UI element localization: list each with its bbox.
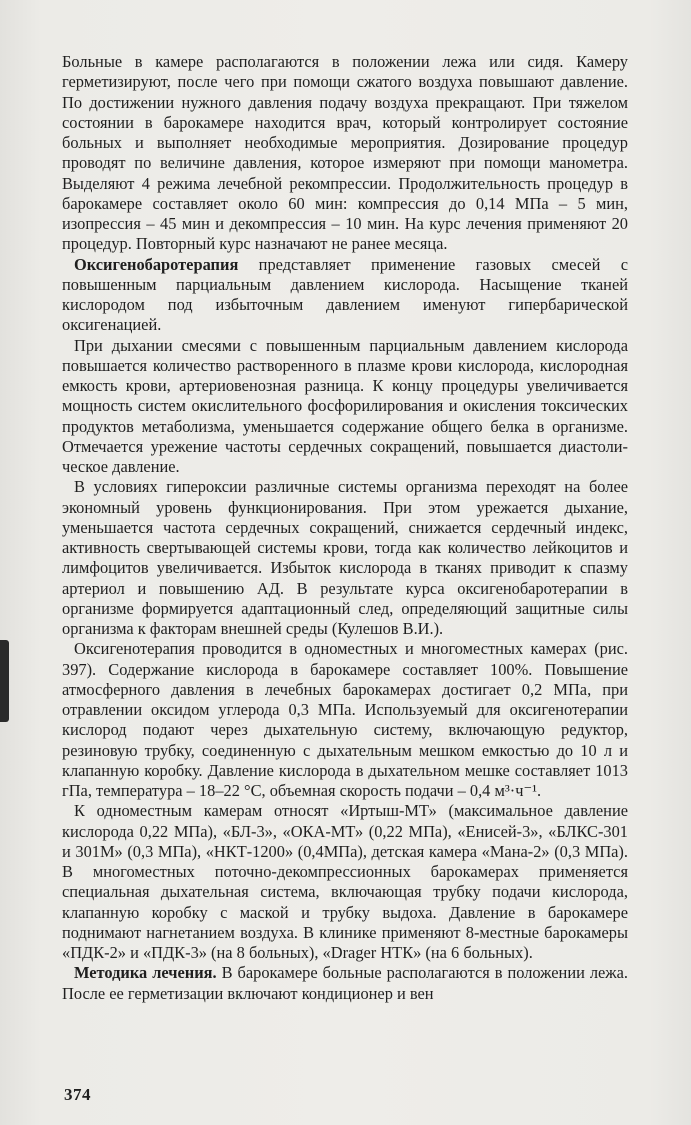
paragraph-2	[62, 255, 628, 336]
paragraph-4-text: В условиях гипероксии различные системы организма переходят на более экономный уровень функционирования. При этом урежается дыхание, уменьшается частота сердечных сокращений, снижается сердечный индекс, активность свертывающей системы крови, тогда как количество лейкоцитов и лимфоцитов увеличивается. Избыток кислорода в тканях приводит к спазму артериол и повышению АД. В результате курса оксигенобаротерапии в организме формируется адаптационный след, определяющий защитные силы организма к факторам внешней среды (Кулешов В.И.).	[62, 477, 628, 638]
paragraph-2-text: представляет применение газовых смесей с повышенным парциальным давлением кислорода. Насыщение тканей кислородом под избыточным давлением именуют гипербарической оксигенацией.	[62, 254, 628, 335]
page-number: 374	[64, 1085, 91, 1104]
binding-clip-mark	[0, 640, 9, 722]
paragraph-6	[62, 801, 628, 963]
heading-treatment-method: Методика лечения.	[74, 963, 217, 983]
paragraph-1	[62, 52, 628, 255]
paragraph-5-text: Оксигенотерапия проводится в одноместных и многоместных камерах (рис. 397). Содержание кислорода в барокамере составляет 100%. Повышение атмосферного давления в лечебных барокамерах достигает 0,2 МПа, при отравлении оксидом углерода 0,3 МПа. Используемый для оксигенотерапии кислород подают через дыхательную систему, включающую редуктор, резиновую трубку, соединенную с дыхательным мешком емкостью до 10 л и клапанную коробку. Давление кислорода в дыхательном мешке составляет 1013 гПа, температура – 18–22 °С, объемная скорость подачи – 0,4 м³·ч⁻¹.	[62, 639, 628, 800]
paragraph-5	[62, 639, 628, 801]
paragraph-1-text: Больные в камере располагаются в положении лежа или сидя. Камеру герметизируют, после чего при помощи сжатого воздуха повышают давление. По достижении нужного давления подачу воздуха прекращают. При тяжелом состоянии в барокамере находится врач, который контролирует состояние больных и выполняет необходимые мероприятия. Дозирование процедур проводят по величине давления, которое измеряют при помощи манометра. Выделяют 4 режима лечебной рекомпрессии. Продолжительность процедур в барокамере составляет около 60 мин: компрессия до 0,14 МПа – 5 мин, изопрессия – 45 мин и декомпрессия – 10 мин. На курс лечения применяют 20 процедур. Повторный курс назначают не ранее месяца.	[62, 52, 628, 254]
term-oxygenobarotherapy: Оксигенобаротерапия	[74, 254, 239, 274]
body-text	[62, 52, 628, 1004]
paragraph-7-text: В барокамере больные располагаются в положении лежа. После ее герметизации включают кондиционер и вен	[62, 963, 628, 1003]
paragraph-7	[62, 963, 628, 1004]
paragraph-3	[62, 336, 628, 478]
paragraph-4	[62, 477, 628, 639]
paragraph-3-text: При дыхании смесями с повышенным парциальным давлением кислорода повышается количество растворенного в плазме крови кислорода, кислородная емкость крови, артериовенозная разница. К концу процедуры увеличивается мощность систем окислительного фосфорилирования и окисления токсических продуктов метаболизма, уменьшается содержание общего белка в организме. Отмечается урежение частоты сердечных сокращений, повышается диастолическое давление.	[62, 335, 628, 476]
paragraph-6-text: К одноместным камерам относят «Иртыш-МТ» (максимальное давление кислорода 0,22 МПа), «БЛ-3», «ОКА-МТ» (0,22 МПа), «Енисей-3», «БЛКС-301 и 301М» (0,3 МПа), «НКТ-1200» (0,4МПа), детская камера «Мана-2» (0,3 МПа). В многоместных поточно-декомпрессионных барокамерах применяется специальная дыхательная система, включающая трубку подачи кислорода, клапанную коробку с маской и трубку выдоха. Давление в барокамере поднимают нагнетанием воздуха. В клинике применяют 8-местные барокамеры «ПДК-2» и «ПДК-3» (на 8 больных), «Drager НТК» (на 6 больных).	[62, 801, 628, 962]
